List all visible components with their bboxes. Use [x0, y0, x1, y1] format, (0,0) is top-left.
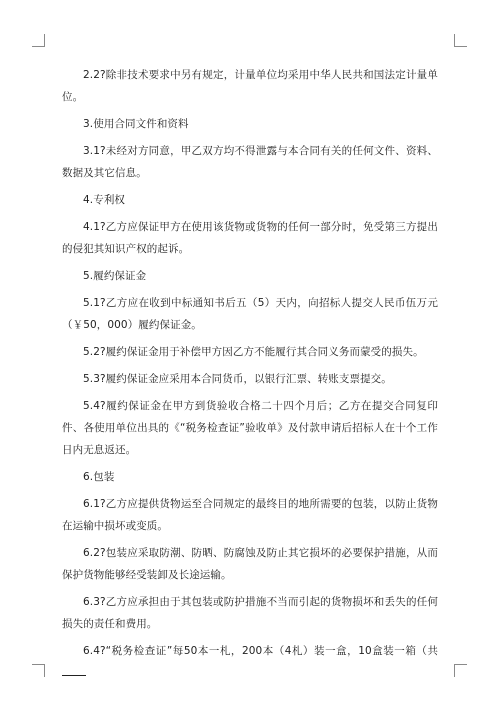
section-heading-3: 3.使用合同文件和资料 [83, 118, 189, 130]
clause-4-1: 4.1?乙方应保证甲方在使用该货物或货物的任何一部分时，免受第三方提出的侵犯其知识产权的起诉。 [62, 221, 438, 255]
section-heading-6: 6.包装 [83, 471, 115, 483]
document-body [62, 64, 438, 689]
clause-6-2: 6.2?包装应采取防潮、防晒、防腐蚀及防止其它损坏的必要保护措施，从而保护货物能够经受装卸及长途运输。 [62, 547, 438, 581]
clause-5-1: 5.1?乙方应在收到中标通知书后五（5）天内，向招标人提交人民币伍万元（￥50，000）履约保证金。 [62, 297, 438, 331]
clause-5-2: 5.2?履约保证金用于补偿甲方因乙方不能履行其合同义务而蒙受的损失。 [83, 346, 424, 358]
clause-2-2: 2.2?除非技术要求中另有规定，计量单位均采用中华人民共和国法定计量单位。 [62, 69, 438, 103]
clause-6-4-text: 6.4?“税务检查证”每50本一札，200本（4札）装一盒，10盒装一箱（共 [83, 645, 438, 657]
crop-mark-bottom-left [32, 664, 45, 677]
clause-5-3: 5.3?履约保证金应采用本合同货币，以银行汇票、转账支票提交。 [83, 373, 392, 385]
section-heading-5: 5.履约保证金 [83, 270, 147, 282]
section-heading-4: 4.专利权 [83, 194, 126, 206]
clause-6-1: 6.1?乙方应提供货物运至合同规定的最终目的地所需要的包装，以防止货物在运输中损坏或变质。 [62, 498, 438, 532]
fill-in-blank [62, 665, 86, 676]
clause-6-3: 6.3?乙方应承担由于其包装或防护措施不当而引起的货物损坏和丢失的任何损失的责任和费用。 [62, 596, 438, 630]
crop-mark-top-right [454, 34, 467, 47]
clause-3-1: 3.1?未经对方同意，甲乙双方均不得泄露与本合同有关的任何文件、资料、数据及其它信息。 [62, 145, 438, 179]
clause-5-4: 5.4?履约保证金在甲方到货验收合格二十四个月后；乙方在提交合同复印件、各使用单位出具的《“税务检查证”验收单》及付款申请后招标人在十个工作日内无息返还。 [62, 400, 438, 456]
crop-mark-bottom-right [454, 664, 467, 677]
clause-6-4 [62, 640, 438, 684]
crop-mark-top-left [32, 34, 45, 47]
